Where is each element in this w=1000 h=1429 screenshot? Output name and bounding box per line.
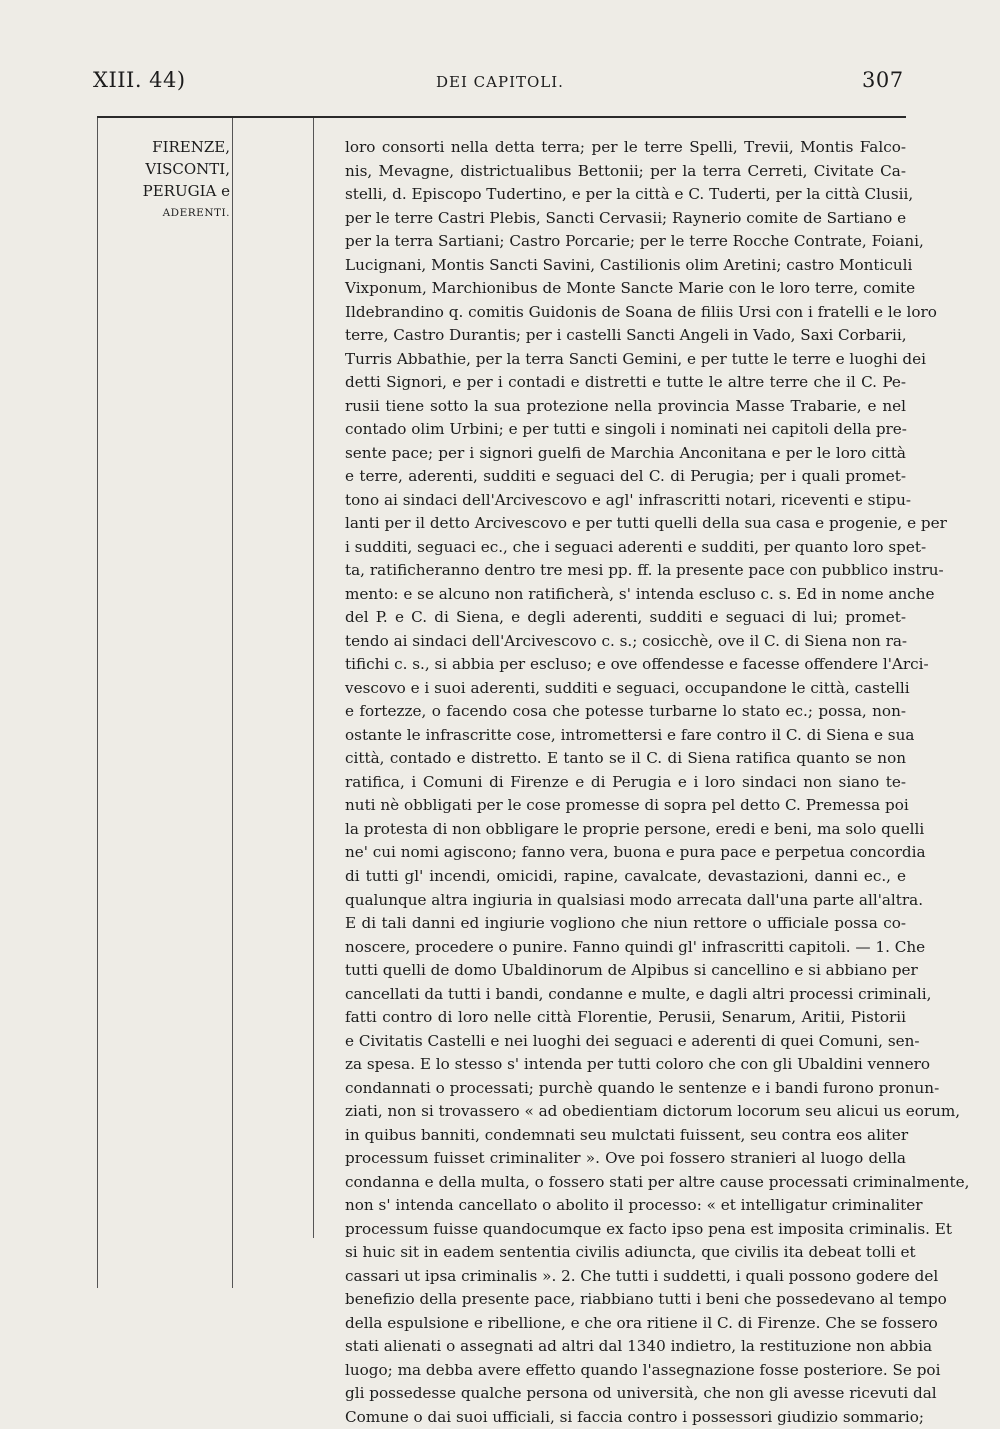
text-line: della espulsione e ribellione, e che ora ritiene il C. di Firenze. Che se fossero: [345, 1313, 938, 1332]
side-heading: [100, 136, 230, 224]
text-line: e fortezze, o facendo cosa che potesse turbarne lo stato ec.; possa, non-: [345, 702, 906, 721]
side-heading-line: PERUGIA e: [142, 182, 230, 200]
text-line: ziati, non si trovassero « ad obedientiam dictorum locorum seu alicui us eorum,: [345, 1102, 961, 1121]
text-line: contado olim Urbini; e per tutti e singoli i nominati nei capitoli della pre-: [345, 420, 907, 439]
text-line: del P. e C. di Siena, e degli aderenti, sudditi e seguaci di lui; promet-: [345, 608, 906, 627]
text-line: non s' intenda cancellato o abolito il processo: « et intelligatur criminaliter: [345, 1196, 923, 1215]
text-line: cancellati da tutti i bandi, condanne e multe, e dagli altri processi criminali,: [345, 984, 932, 1003]
text-line: tono ai sindaci dell'Arcivescovo e agl' infrascritti notari, riceventi e stipu-: [345, 490, 912, 509]
text-line: condannati o processati; purchè quando le sentenze e i bandi furono pronun-: [345, 1078, 940, 1097]
chapter-reference: XIII. 44): [93, 68, 186, 92]
text-line: terre, Castro Durantis; per i castelli Sancti Angeli in Vado, Saxi Corbarii,: [345, 326, 907, 345]
text-line: tutti quelli de domo Ubaldinorum de Alpibus si cancellino e si abbiano per: [345, 961, 918, 980]
text-line: vescovo e i suoi aderenti, sudditi e seguaci, occupandone le città, castelli: [345, 678, 910, 697]
text-line: si huic sit in eadem sententia civilis adiuncta, que civilis ita debeat tolli et: [345, 1243, 916, 1262]
text-line: nis, Mevagne, districtualibus Bettonii; per la terra Cerreti, Civitate Ca-: [345, 161, 906, 180]
text-line: ratifica, i Comuni di Firenze e di Perugia e i loro sindaci non siano te-: [345, 772, 906, 791]
margin-rule-outer: [97, 118, 98, 1288]
text-line: ta, ratificheranno dentro tre mesi pp. ff. la presente pace con pubblico instru-: [345, 561, 944, 580]
text-line: per le terre Castri Plebis, Sancti Cervasii; Raynerio comite de Sartiano e: [345, 208, 907, 227]
text-line: nuti nè obbligati per le cose promesse di sopra pel detto C. Premessa poi: [345, 796, 909, 815]
text-line: di tutti gl' incendi, omicidi, rapine, cavalcate, devastazioni, danni ec., e: [345, 866, 906, 885]
text-line: Lucignani, Montis Sancti Savini, Castilionis olim Aretini; castro Monticuli: [345, 255, 913, 274]
text-line: la protesta di non obbligare le proprie persone, eredi e beni, ma solo quelli: [345, 819, 925, 838]
text-line: processum fuisset criminaliter ». Ove poi fossero stranieri al luogo della: [345, 1149, 906, 1168]
side-heading-line: ADERENTI.: [162, 207, 230, 219]
text-line: tendo ai sindaci dell'Arcivescovo c. s.; cosicchè, ove il C. di Siena non ra-: [345, 631, 908, 650]
text-line: processum fuisse quandocumque ex facto ipso pena est imposita criminalis. Et: [345, 1219, 952, 1238]
body-text: [345, 136, 970, 1429]
text-line: fatti contro di loro nelle città Florentie, Perusii, Senarum, Aritii, Pistorii: [345, 1008, 906, 1027]
margin-rule-middle: [232, 118, 233, 1288]
text-line: gli possedesse qualche persona od università, che non gli avesse ricevuti dal: [345, 1384, 937, 1403]
text-line: tifichi c. s., si abbia per escluso; e ove offendesse e facesse offendere l'Arci-: [345, 655, 929, 674]
text-line: luogo; ma debba avere effetto quando l'assegnazione fosse posteriore. Se poi: [345, 1360, 941, 1379]
header-rule: [97, 116, 906, 118]
text-line: benefizio della presente pace, riabbiano tutti i beni che possedevano al tempo: [345, 1290, 947, 1309]
side-heading-line: FIRENZE,: [152, 138, 230, 156]
text-line: cassari ut ipsa criminalis ». 2. Che tutti i suddetti, i quali possono godere del: [345, 1266, 939, 1285]
text-line: e terre, aderenti, sudditi e seguaci del C. di Perugia; per i quali promet-: [345, 467, 906, 486]
text-line: Vixponum, Marchionibus de Monte Sancte Marie con le loro terre, comite: [345, 279, 916, 298]
margin-rule-inner: [313, 118, 314, 1238]
text-line: stati alienati o assegnati ad altri dal 1340 indietro, la restituzione non abbia: [345, 1337, 933, 1356]
text-line: E di tali danni ed ingiurie vogliono che niun rettore o ufficiale possa co-: [345, 914, 906, 933]
text-line: lanti per il detto Arcivescovo e per tutti quelli della sua casa e progenie, e per: [345, 514, 947, 533]
text-line: i sudditi, seguaci ec., che i seguaci aderenti e sudditi, per quanto loro spet-: [345, 537, 927, 556]
text-line: Comune o dai suoi ufficiali, si faccia contro i possessori giudizio sommario;: [345, 1407, 925, 1426]
text-line: in quibus banniti, condemnati seu mulctati fuissent, seu contra eos aliter: [345, 1125, 909, 1144]
text-line: Turris Abbathie, per la terra Sancti Gemini, e per tutte le terre e luoghi dei: [345, 349, 926, 368]
side-heading-line: VISCONTI,: [145, 160, 230, 178]
text-line: condanna e della multa, o fossero stati per altre cause processati criminalmente,: [345, 1172, 970, 1191]
text-line: qualunque altra ingiuria in qualsiasi modo arrecata dall'una parte all'altra.: [345, 890, 924, 909]
text-line: sente pace; per i signori guelfi de Marchia Anconitana e per le loro città: [345, 443, 906, 462]
text-line: stelli, d. Episcopo Tudertino, e per la città e C. Tuderti, per la città Clusii,: [345, 185, 914, 204]
text-line: mento: e se alcuno non ratificherà, s' intenda escluso c. s. Ed in nome anche: [345, 584, 935, 603]
text-line: za spesa. E lo stesso s' intenda per tutti coloro che con gli Ubaldini vennero: [345, 1055, 931, 1074]
text-line: ostante le infrascritte cose, intromettersi e fare contro il C. di Siena e sua: [345, 725, 915, 744]
text-line: e Civitatis Castelli e nei luoghi dei seguaci e aderenti di quei Comuni, sen-: [345, 1031, 920, 1050]
text-line: città, contado e distretto. E tanto se il C. di Siena ratifica quanto se non: [345, 749, 906, 768]
text-line: Ildebrandino q. comitis Guidonis de Soana de filiis Ursi con i fratelli e le loro: [345, 302, 937, 321]
text-line: noscere, procedere o punire. Fanno quindi gl' infrascritti capitoli. — 1. Che: [345, 937, 926, 956]
text-line: ne' cui nomi agiscono; fanno vera, buona e pura pace e perpetua concordia: [345, 843, 926, 862]
text-line: rusii tiene sotto la sua protezione nella provincia Masse Trabarie, e nel: [345, 396, 906, 415]
text-line: detti Signori, e per i contadi e distretti e tutte le altre terre che il C. Pe-: [345, 373, 906, 392]
running-head: DEI CAPITOLI.: [436, 73, 564, 91]
text-line: loro consorti nella detta terra; per le terre Spelli, Trevii, Montis Falco-: [345, 138, 906, 156]
page-number: 307: [862, 68, 904, 92]
text-line: per la terra Sartiani; Castro Porcarie; per le terre Rocche Contrate, Foiani,: [345, 232, 924, 251]
